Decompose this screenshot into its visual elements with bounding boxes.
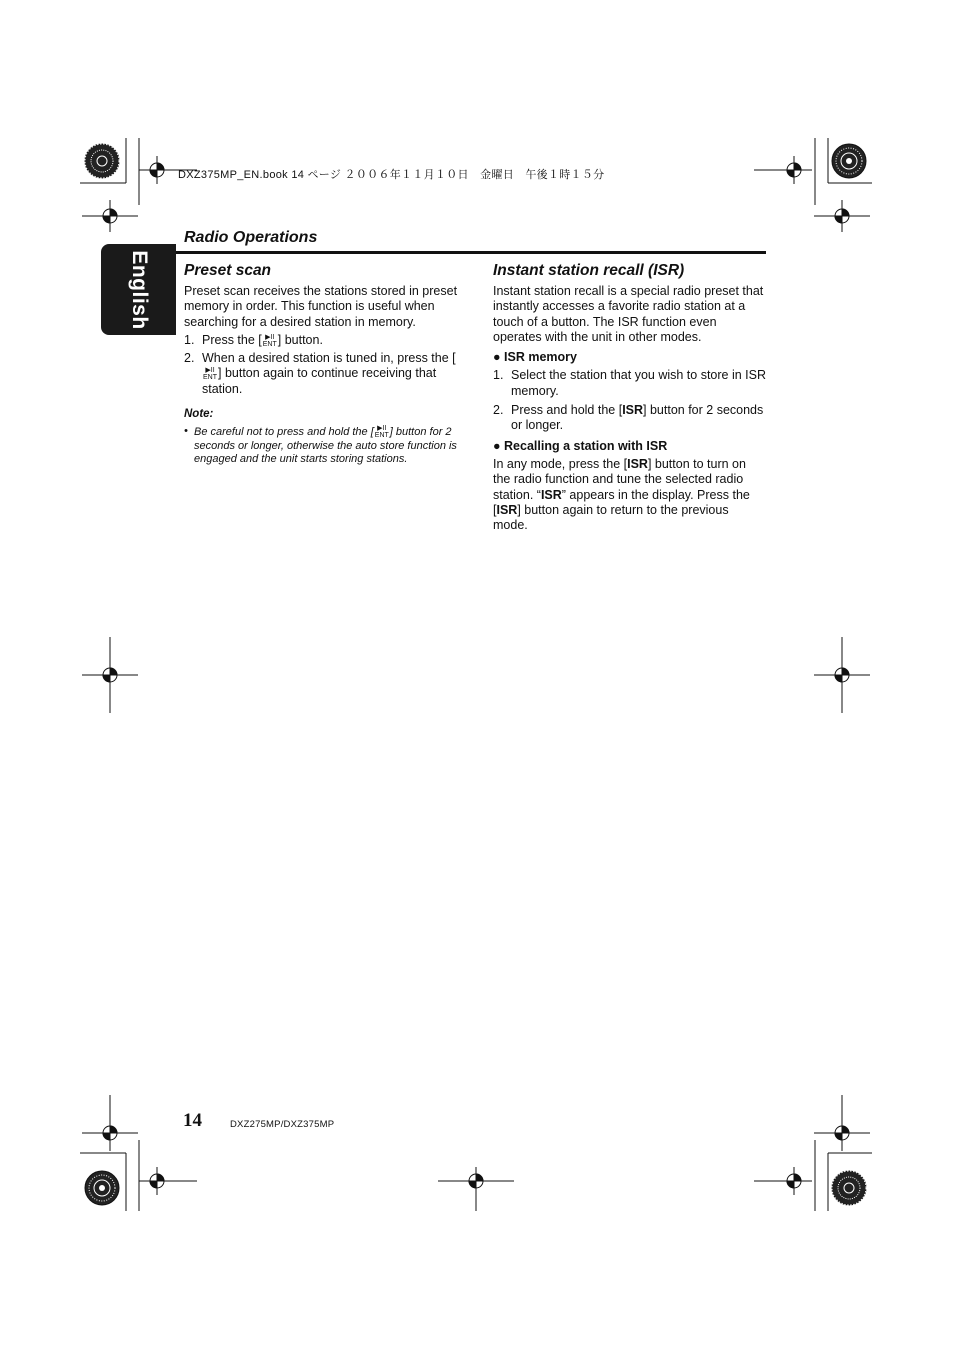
preset-step-1: 1. Press the [ ▶II ENT ] button. xyxy=(184,332,323,348)
step-number: 2. xyxy=(184,351,195,366)
page-number: 14 xyxy=(183,1110,202,1131)
note-title: Note: xyxy=(184,408,214,421)
note-text: • Be careful not to press and hold the [ ▶II ENT ] button for 2 seconds or longer, otherwise the auto store function is engaged and the unit starts storing stations. xyxy=(184,425,457,466)
language-tab-label: English xyxy=(127,249,151,330)
step-number: 1. xyxy=(493,368,504,383)
preset-scan-intro: Preset scan receives the stations stored in preset memory in order. This function is useful when searching for a desired station in memory. xyxy=(184,284,458,329)
step-number: 2. xyxy=(493,403,504,418)
preset-scan-heading: Preset scan xyxy=(184,262,272,279)
play-pause-ent-icon: ▶II ENT xyxy=(374,425,389,440)
play-pause-ent-icon: ▶II ENT xyxy=(262,333,277,348)
language-tab xyxy=(101,244,176,335)
isr-step-1: 1. Select the station that you wish to store in ISR memory. xyxy=(493,368,766,398)
section-rule xyxy=(176,251,766,254)
isr-heading: Instant station recall (ISR) xyxy=(493,262,685,279)
section-title: Radio Operations xyxy=(184,229,318,246)
recall-heading: ● Recalling a station with ISR xyxy=(493,438,668,453)
footer-model: DXZ275MP/DXZ375MP xyxy=(230,1119,335,1130)
preset-step-2: 2. When a desired station is tuned in, press the [ ▶II ENT ] button again to continue receiving that station. xyxy=(184,351,456,396)
left-column xyxy=(184,262,464,467)
isr-memory-heading: ● ISR memory xyxy=(493,350,577,365)
isr-step-2: 2. Press and hold the [ISR] button for 2 seconds or longer. xyxy=(493,403,764,433)
right-column xyxy=(493,262,766,533)
play-pause-ent-icon: ▶II ENT xyxy=(203,367,217,382)
isr-intro: Instant station recall is a special radio preset that instantly accesses a favorite radio station at a touch of a button. The ISR function even operates with the unit in other modes. xyxy=(493,284,764,344)
recall-text: In any mode, press the [ISR] button to turn on the radio function and tune the selected radio station. “ISR” appears in the display. Press the [ISR] button again to return to the previous mode. xyxy=(493,456,750,533)
file-header: DXZ375MP_EN.book 14 ページ ２００６年１１月１０日 金曜日 午後１時１５分 xyxy=(178,169,605,181)
step-number: 1. xyxy=(184,332,195,347)
